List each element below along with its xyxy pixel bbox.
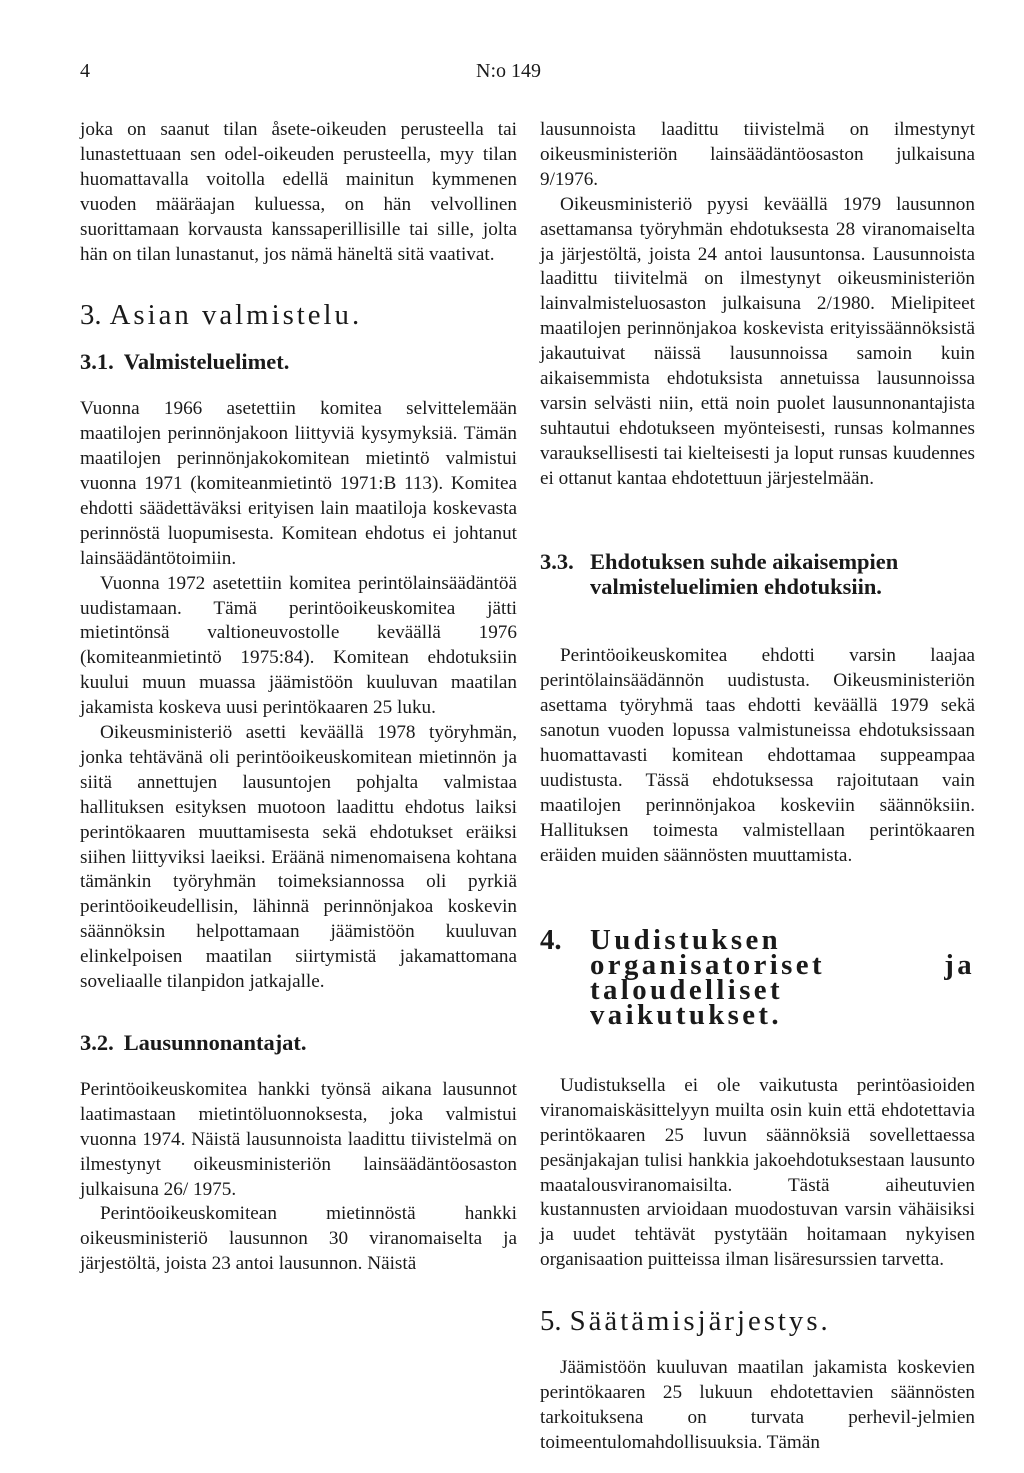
section-number: 5. bbox=[540, 1305, 562, 1338]
paragraph: Perintöoikeuskomitea hankki työnsä aikana lausunnot laatimastaan mietintöluonnoksesta, joka valmistui vuonna 1974. Näistä lausunnoista laadittu tiivistelmä on ilmestynyt oikeusministeriön lainsäädäntöosaston julkaisuna 26/ 1975. bbox=[80, 1078, 517, 1200]
subsection-number: 3.2. bbox=[80, 1030, 114, 1055]
section-title: Asian valmistelu. bbox=[109, 299, 363, 332]
subsection-number: 3.3. bbox=[540, 549, 574, 575]
section-heading-5 bbox=[540, 1305, 975, 1338]
section-heading-3 bbox=[80, 299, 517, 332]
paragraph: Perintöoikeuskomitea ehdotti varsin laajaa perintölainsäädännön uudistusta. Oikeusministeriön asettama työryhmä taas ehdotti keväällä 1979 sekä sanotun vuoden lopussa valmistuneissa ehdotuksissaan huomattavasti komitean ehdottamaa suppeampaa uudistusta. Tässä ehdotuksessa rajoitutaan vain maatilojen perinnönjakoa koskeviin säännöksiin. Hallituksen toimesta valmistellaan perintökaaren eräiden muiden säännösten muuttamista. bbox=[540, 645, 975, 866]
section-title: Uudistuksen organisatoriset ja taloudelliset vaikutukset. bbox=[590, 924, 975, 1032]
paragraph: Oikeusministeriö asetti keväällä 1978 työryhmän, jonka tehtävänä oli perintöoikeuskomitean mietinnön ja siitä annettujen lausuntojen pohjalta valmistaa hallituksen esityksen muotoon laadittu ehdotus laiksi perintökaaren muuttamisesta sekä ehdotukset eräiksi siihen liittyviksi laeiksi. Eräänä nimenomaisena kohtana tämänkin työryhmän toimeksiannossa oli pyrkiä perintöoikeudellisin, lähinnä perinnönjakoa koskevin säännöksin helpottamaan jäämistöön kuuluvan elinkelpoisen maatilan siirtymistä jakamattomana soveliaalle tilanpidon jatkajalle. bbox=[80, 722, 517, 993]
section-number: 4. bbox=[540, 924, 562, 957]
document-number: N:o 149 bbox=[476, 60, 541, 82]
paragraph: Uudistuksella ei ole vaikutusta perintöasioiden viranomaiskäsittelyyn muilta osin kuin että ehdotettavia perintökaaren 25 luvun säännöksiä sovellettaessa pesänjakajan tulisi hankkia jakoehdotuksestaan lausunto maatalousviranomaisilta. Tästä aiheutuvien kustannusten arvioidaan muodostuvan varsin vähäisiksi ja uudet tehtävät pystytään hoitamaan nykyisen organisaation puitteissa ilman lisäresurssien tarvetta. bbox=[540, 1074, 975, 1271]
section-title: Säätämisjärjestys. bbox=[569, 1305, 831, 1338]
subsection-heading-3-1 bbox=[80, 350, 517, 375]
subsection-title: Ehdotuksen suhde aikaisempien valmisteluelimien ehdotuksiin. bbox=[590, 549, 899, 599]
paragraph: Perintöoikeuskomitean mietinnöstä hankki oikeusministeriö lausunnon 30 viranomaiselta ja järjestöltä, joista 23 antoi lausunnon. Näistä bbox=[80, 1203, 517, 1275]
section-heading-4 bbox=[540, 924, 975, 1032]
paragraph: Jäämistöön kuuluvan maatilan jakamista koskevien perintökaaren 25 lukuun ehdotettavien säännösten tarkoituksena on turvata perhevil-jelmien toimeentulomahdollisuuksia. Tämän bbox=[540, 1357, 975, 1453]
paragraph: Oikeusministeriö pyysi keväällä 1979 lausunnon asettamansa työryhmän ehdotuksesta 28 viranomaiselta ja järjestöltä, joista 24 antoi lausuntonsa. Lausunnoista laadittu tiivitelmä on ilmestynyt oikeusministeriön lainvalmisteluosaston julkaisuna 2/1980. Mielipiteet maatilojen perinnönjakoa koskevista erityissäännöksistä jakautuivat näissä lausunnoissa samoin kuin aikaisemmista ehdotuksista annetuissa lausunnoissa varsin selvästi niin, että noin puolet lausunnonantajista suhtautui ehdotukseen myönteisesti, runsas kolmannes varauksellisesti tai kielteisesti ja loput runsas kuudennes ei ottanut kantaa ehdotettuun järjestelmään. bbox=[540, 193, 975, 489]
page-header bbox=[80, 60, 974, 90]
paragraph: lausunnoista laadittu tiivistelmä on ilmestynyt oikeusministeriön lainsäädäntöosaston julkaisuna 9/1976. bbox=[540, 119, 975, 190]
left-column bbox=[80, 118, 517, 1277]
subsection-number: 3.1. bbox=[80, 349, 114, 375]
paragraph-intro: joka on saanut tilan åsete-oikeuden perusteella tai lunastettuaan sen odel-oikeuden perusteella, myy tilan huomattavalla voitolla edellä mainitun kymmenen vuoden määräajan kuluessa, on hän velvollinen suorittamaan korvausta kanssaperillisille tai sille, jolta hän on tilan lunastanut, jos nämä häneltä sitä vaativat. bbox=[80, 119, 517, 265]
section-number: 3. bbox=[80, 299, 102, 332]
paragraph: Vuonna 1966 asetettiin komitea selvittelemään maatilojen perinnönjakoon liittyviä kysymyksiä. Tämän maatilojen perinnönjakokomitean mietintö valmistui vuonna 1971 (komiteanmietintö 1971:B 113). Komitea ehdotti säädettäväksi erityisen lain maatiloja koskevasta perinnöstä luopumisesta. Komitean ehdotus ei johtanut lainsäädäntötoimiin. bbox=[80, 398, 517, 569]
right-column bbox=[540, 118, 975, 1456]
subsection-heading-3-2 bbox=[80, 1031, 517, 1056]
paragraph: Vuonna 1972 asetettiin komitea perintölainsäädäntöä uudistamaan. Tämä perintöoikeuskomitea jätti mietintönsä valtioneuvostolle keväällä 1976 (komiteanmietintö 1975:84). Komitean ehdotuksiin kuului muun muassa jäämistöön kuuluvan maatilan jakamista koskeva uusi perintökaaren 25 luku. bbox=[80, 572, 517, 719]
page-number: 4 bbox=[80, 60, 90, 82]
subsection-heading-3-3 bbox=[540, 550, 975, 600]
subsection-title: Valmisteluelimet. bbox=[123, 349, 290, 375]
subsection-title: Lausunnonantajat. bbox=[123, 1030, 307, 1055]
